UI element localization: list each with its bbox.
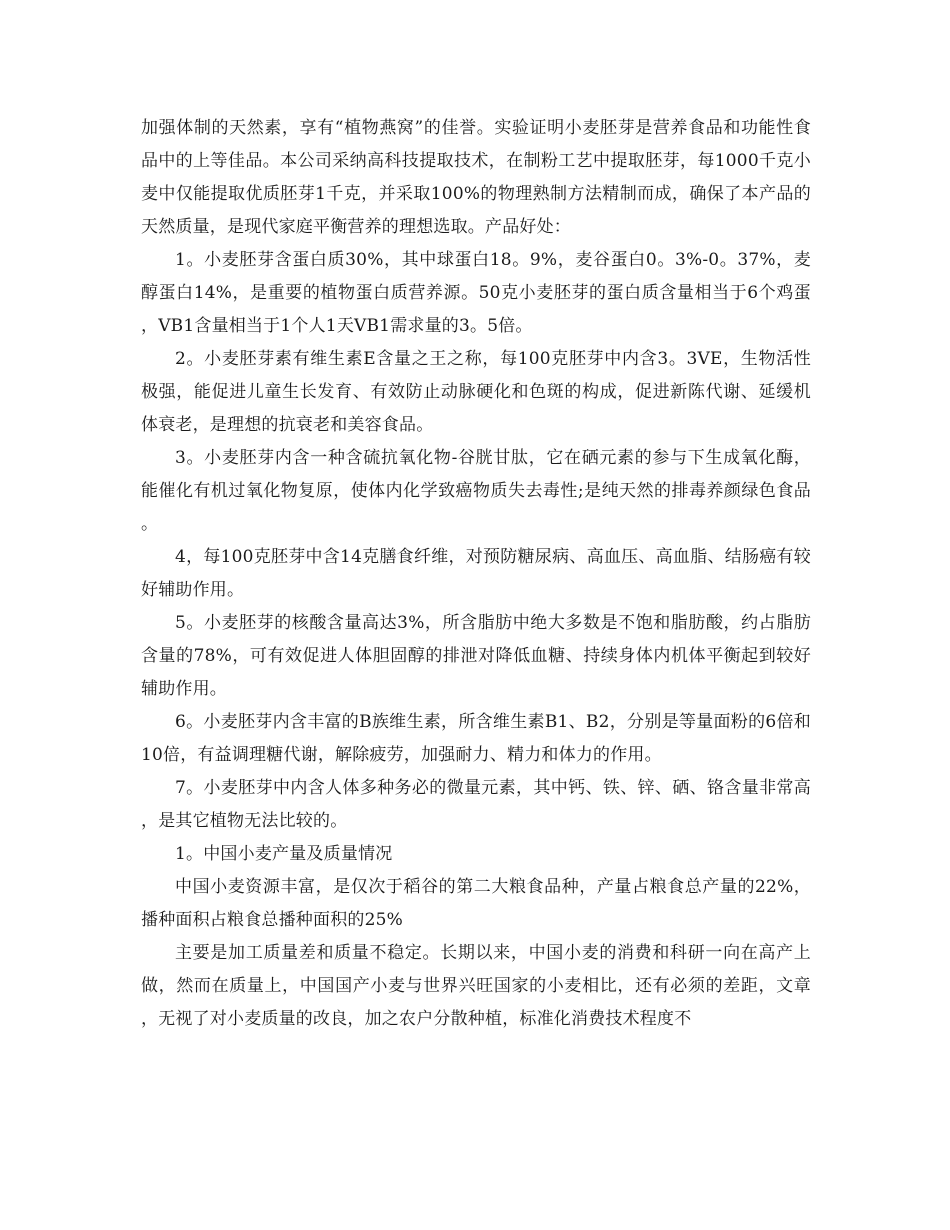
section-heading: 1。中国小麦产量及质量情况	[175, 844, 393, 864]
paragraph-benefit-2: 2。小麦胚芽素有维生素E含量之王之称，每100克胚芽中内含3。3VE，生物活性极强，能促进儿童生长发育、有效防止动脉硬化和色斑的构成，促进新陈代谢、延缓机体衰老，是理想的抗衰老和美容食品。	[141, 349, 811, 435]
paragraph-benefit-5: 5。小麦胚芽的核酸含量高达3%，所含脂肪中绝大多数是不饱和脂肪酸，约占脂肪含量的78%，可有效促进人体胆固醇的排泄对降低血糖、持续身体内机体平衡起到较好辅助作用。	[141, 613, 811, 699]
paragraph-benefit-3: 3。小麦胚芽内含一种含硫抗氧化物-谷胱甘肽，它在硒元素的参与下生成氧化酶，能催化有机过氧化物复原，使体内化学致癌物质失去毒性;是纯天然的排毒养颜绿色食品。	[141, 448, 811, 534]
paragraph-benefit-1: 1。小麦胚芽含蛋白质30%，其中球蛋白18。9%，麦谷蛋白0。3%-0。37%，麦醇蛋白14%，是重要的植物蛋白质营养源。50克小麦胚芽的蛋白质含量相当于6个鸡蛋，VB1含量相当于1个人1天VB1需求量的3。5倍。	[141, 250, 811, 336]
paragraph-wheat-resources: 中国小麦资源丰富，是仅次于稻谷的第二大粮食品种，产量占粮食总产量的22%，播种面积占粮食总播种面积的25%	[141, 877, 811, 930]
paragraph-benefit-4: 4，每100克胚芽中含14克膳食纤维，对预防糖尿病、高血压、高血脂、结肠癌有较好辅助作用。	[141, 547, 811, 600]
paragraph-benefit-6: 6。小麦胚芽内含丰富的B族维生素，所含维生素B1、B2，分别是等量面粉的6倍和10倍，有益调理糖代谢，解除疲劳，加强耐力、精力和体力的作用。	[141, 712, 811, 765]
paragraph-benefit-7: 7。小麦胚芽中内含人体多种务必的微量元素，其中钙、铁、锌、硒、铬含量非常高，是其它植物无法比较的。	[141, 778, 811, 831]
paragraph-quality-issues: 主要是加工质量差和质量不稳定。长期以来，中国小麦的消费和科研一向在高产上做，然而在质量上，中国国产小麦与世界兴旺国家的小麦相比，还有必须的差距，文章，无视了对小麦质量的改良，加之农户分散种植，标准化消费技术程度不	[141, 943, 811, 1029]
paragraph-intro: 加强体制的天然素，享有“植物燕窝”的佳誉。实验证明小麦胚芽是营养食品和功能性食品中的上等佳品。本公司采纳高科技提取技术，在制粉工艺中提取胚芽，每1000千克小麦中仅能提取优质胚芽1千克，并采取100%的物理熟制方法精制而成，确保了本产品的天然质量，是现代家庭平衡营养的理想选取。产品好处：	[141, 118, 811, 237]
document-body	[141, 112, 811, 1036]
